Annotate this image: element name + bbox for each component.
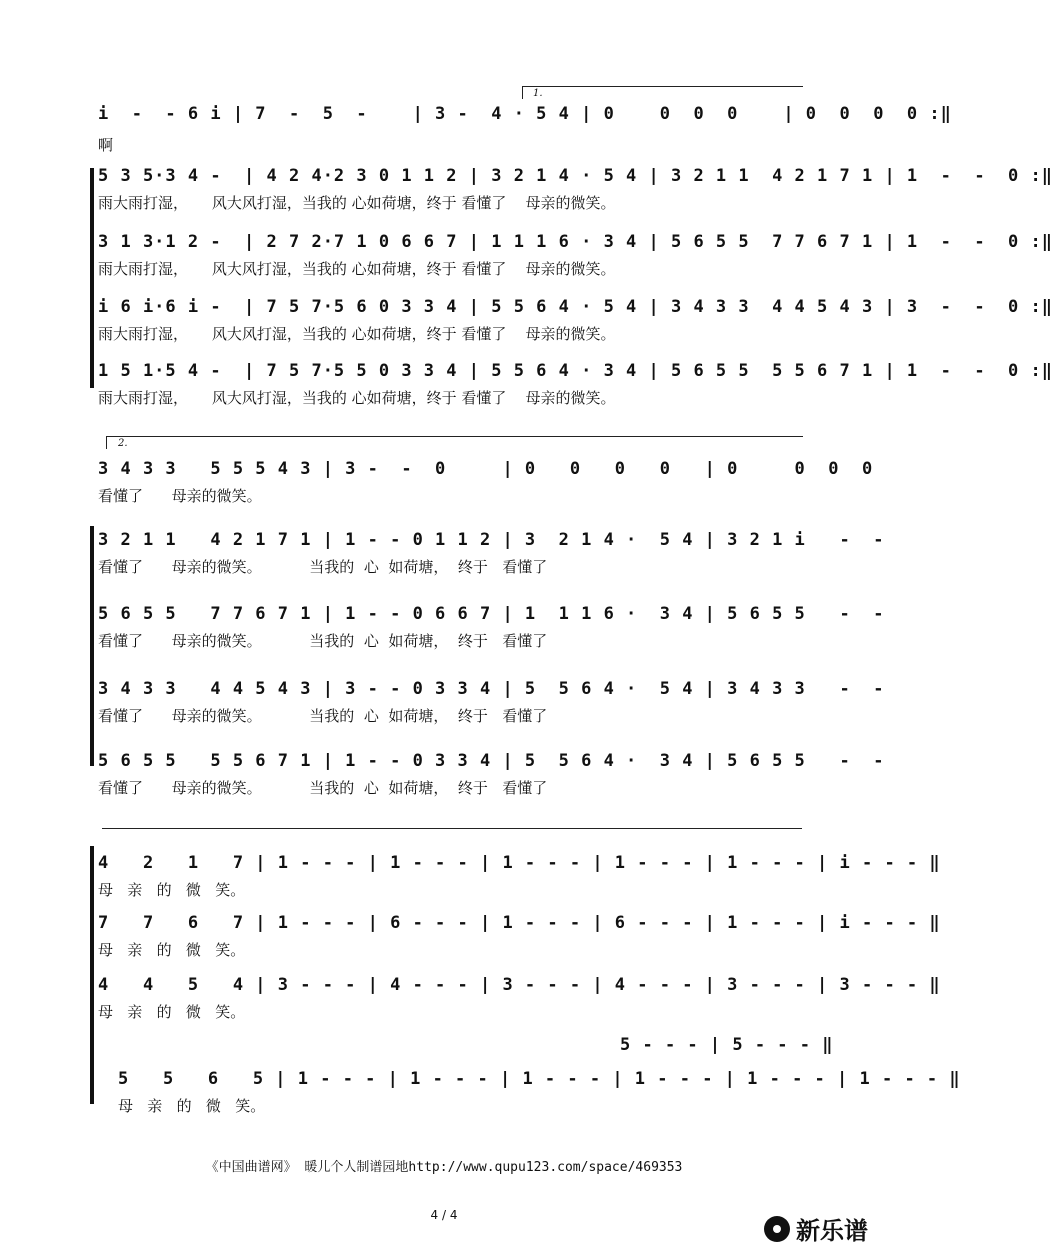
part-4-notes-3: 5 5 6 5 | 1 - - - | 1 - - - | 1 - - - | 1 - - - | 1 - - - | 1 - - - ‖ [118, 1069, 961, 1089]
part-1-staff-1 [98, 166, 1053, 212]
system-bracket-2 [90, 526, 94, 766]
part-2-staff-1 [98, 232, 1053, 278]
part-3-lyric: 雨大雨打湿， 风大风打湿，当我的 心如荷塘，终于 看懂了 母亲的微笑。 [98, 325, 616, 343]
solo-staff-2 [98, 459, 874, 505]
part-4-staff-2 [98, 751, 885, 797]
part-2-lyric: 雨大雨打湿， 风大风打湿，当我的 心如荷塘，终于 看懂了 母亲的微笑。 [98, 260, 616, 278]
site-logo [764, 1211, 868, 1246]
part-2-notes: 3 1 3·1 2 - | 2 7 2·7 1 0 6 6 7 | 1 1 1 6 · 3 4 | 5 6 5 5 7 7 6 7 1 | 1 - - 0 :‖ [98, 232, 1053, 252]
part-1-staff-2 [98, 530, 885, 576]
solo-notes-1: i - - 6 i | 7 - 5 - | 3 - 4 · 5 4 | 0 0 0 0 | 0 0 0 0 :‖ [98, 104, 952, 124]
part-4-lyric-3: 母 亲 的 微 笑。 [118, 1097, 266, 1115]
solo-lyric-2: 看懂了 母亲的微笑。 [98, 487, 262, 505]
part-4-staff-1 [98, 361, 1053, 407]
part-3-notes-3: 4 4 5 4 | 3 - - - | 4 - - - | 3 - - - | 4 - - - | 3 - - - | 3 - - - ‖ [98, 975, 941, 995]
part-4-notes: 1 5 1·5 4 - | 7 5 7·5 5 0 3 3 4 | 5 5 6 4 · 3 4 | 5 6 5 5 5 5 6 7 1 | 1 - - 0 :‖ [98, 361, 1053, 381]
part-1-lyric-2: 看懂了 母亲的微笑。 当我的 心 如荷塘， 终于 看懂了 [98, 558, 548, 576]
divisi-upper-notes: 5 - - - | 5 - - - ‖ [620, 1035, 834, 1055]
part-1-notes: 5 3 5·3 4 - | 4 2 4·2 3 0 1 1 2 | 3 2 1 4 · 5 4 | 3 2 1 1 4 2 1 7 1 | 1 - - 0 :‖ [98, 166, 1053, 186]
part-2-staff-2 [98, 604, 885, 650]
footer-credit: 《中国曲谱网》 暖儿个人制谱园地http://www.qupu123.com/space/469353 [205, 1160, 683, 1175]
part-3-lyric-3: 母 亲 的 微 笑。 [98, 1003, 246, 1021]
solo-lyric-1: 啊 [98, 136, 114, 154]
part-2-staff-3 [98, 913, 941, 959]
volta-bracket-2 [106, 436, 803, 449]
solo-notes-2: 3 4 3 3 5 5 5 4 3 | 3 - - 0 | 0 0 0 0 | 0 0 0 0 [98, 459, 874, 479]
system-bracket-3 [90, 846, 94, 1104]
part-1-notes-3: 4 2 1 7 | 1 - - - | 1 - - - | 1 - - - | 1 - - - | 1 - - - | i - - - ‖ [98, 853, 941, 873]
part-1-staff-3 [98, 853, 941, 899]
part-2-notes-2: 5 6 5 5 7 7 6 7 1 | 1 - - 0 6 6 7 | 1 1 1 6 · 3 4 | 5 6 5 5 - - [98, 604, 885, 624]
divisi-upper [620, 1035, 834, 1065]
part-2-notes-3: 7 7 6 7 | 1 - - - | 6 - - - | 1 - - - | 6 - - - | 1 - - - | i - - - ‖ [98, 913, 941, 933]
part-2-lyric-3: 母 亲 的 微 笑。 [98, 941, 246, 959]
part-1-lyric: 雨大雨打湿， 风大风打湿，当我的 心如荷塘，终于 看懂了 母亲的微笑。 [98, 194, 616, 212]
part-1-notes-2: 3 2 1 1 4 2 1 7 1 | 1 - - 0 1 1 2 | 3 2 1 4 · 5 4 | 3 2 1 i - - [98, 530, 885, 550]
part-4-lyric-2: 看懂了 母亲的微笑。 当我的 心 如荷塘， 终于 看懂了 [98, 779, 548, 797]
volta-bracket-1 [522, 86, 803, 99]
part-4-notes-2: 5 6 5 5 5 5 6 7 1 | 1 - - 0 3 3 4 | 5 5 6 4 · 3 4 | 5 6 5 5 - - [98, 751, 885, 771]
page-number: 4 / 4 [430, 1208, 458, 1222]
solo-staff-1 [98, 104, 952, 154]
system3-top-line [102, 828, 802, 841]
part-4-lyric: 雨大雨打湿， 风大风打湿，当我的 心如荷塘，终于 看懂了 母亲的微笑。 [98, 389, 616, 407]
part-3-notes: i 6 i·6 i - | 7 5 7·5 6 0 3 3 4 | 5 5 6 4 · 5 4 | 3 4 3 3 4 4 5 4 3 | 3 - - 0 :‖ [98, 297, 1053, 317]
part-3-staff-1 [98, 297, 1053, 343]
part-3-staff-2 [98, 679, 885, 725]
part-3-notes-2: 3 4 3 3 4 4 5 4 3 | 3 - - 0 3 3 4 | 5 5 6 4 · 5 4 | 3 4 3 3 - - [98, 679, 885, 699]
part-3-lyric-2: 看懂了 母亲的微笑。 当我的 心 如荷塘， 终于 看懂了 [98, 707, 548, 725]
logo-text: 新乐谱 [796, 1217, 868, 1245]
record-disc-icon [764, 1216, 790, 1242]
system-bracket-1 [90, 168, 94, 388]
volta-label-2: 2. [118, 438, 128, 449]
part-2-lyric-2: 看懂了 母亲的微笑。 当我的 心 如荷塘， 终于 看懂了 [98, 632, 548, 650]
part-1-lyric-3: 母 亲 的 微 笑。 [98, 881, 246, 899]
part-4-staff-3 [118, 1069, 961, 1115]
part-3-staff-3 [98, 975, 941, 1021]
volta-label-1: 1. [533, 88, 543, 99]
